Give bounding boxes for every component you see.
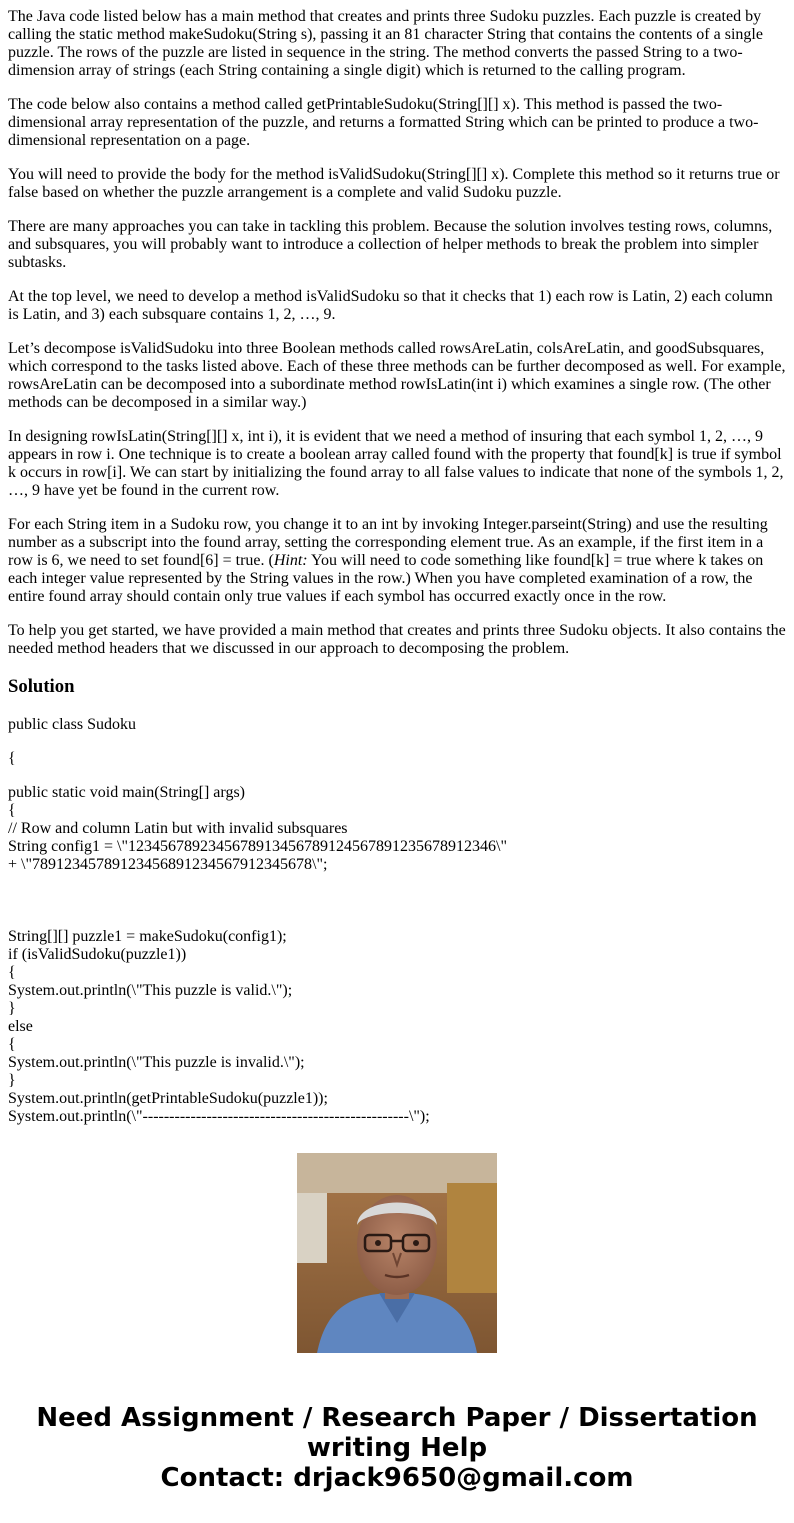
code-main-decl: public static void main(String[] args) bbox=[8, 784, 245, 801]
banner-contact-line: Contact: drjack9650@gmail.com bbox=[160, 1463, 634, 1493]
code-line: System.out.println(\"This puzzle is valid.\"); bbox=[8, 982, 293, 999]
code-line: System.out.println(getPrintableSudoku(puzzle1)); bbox=[8, 1090, 328, 1107]
code-line: System.out.println(\"--------------------------------------------------\"); bbox=[8, 1108, 430, 1125]
code-line: } bbox=[8, 1072, 16, 1089]
code-class-decl: public class Sudoku bbox=[8, 716, 136, 733]
author-avatar bbox=[297, 1153, 497, 1353]
paragraph-decompose: Let’s decompose isValidSudoku into three Boolean methods called rowsAreLatin, colsAreLatin, and goodSubsquares, which correspond to the tasks listed above. Each of these three methods can be further decomposed as well. For example, rowsAreLatin can be decomposed into a subordinate method rowIsLatin(int i) which examines a single row. (The other methods can be decomposed in a similar way.) bbox=[8, 340, 786, 411]
banner-line-1: Need Assignment / Research Paper / Dissertation bbox=[36, 1403, 758, 1433]
paragraph-intro: The Java code listed below has a main method that creates and prints three Sudoku puzzles. Each puzzle is created by calling the static method makeSudoku(String s), passing it an 81 character String that contains the contents of a single puzzle. The rows of the puzzle are listed in sequence in the string. The method converts the passed String to a two-dimension array of strings (each String containing a single digit) which is returned to the calling program. bbox=[8, 8, 763, 79]
code-line: + \"78912345789123456891234567912345678\"; bbox=[8, 856, 328, 873]
code-blank-line bbox=[8, 874, 786, 892]
hint-label: Hint: bbox=[273, 552, 308, 569]
code-open-brace: { bbox=[8, 750, 16, 767]
code-block bbox=[8, 784, 786, 1125]
code-line: System.out.println(\"This puzzle is invalid.\"); bbox=[8, 1054, 305, 1071]
paragraph-row-is-latin: In designing rowIsLatin(String[][] x, int i), it is evident that we need a method of insuring that each symbol 1, 2, …, 9 appears in row i. One technique is to create a boolean array called found with the property that found[k] is true if symbol k occurs in row[i]. We can start by initializing the found array to all false values to indicate that none of the symbols 1, 2, …, 9 have yet be found in the current row. bbox=[8, 428, 784, 499]
solution-heading: Solution bbox=[8, 676, 75, 697]
contact-banner bbox=[0, 1403, 794, 1493]
paragraph-approaches: There are many approaches you can take in tackling this problem. Because the solution involves testing rows, columns, and subsquares, you will probably want to introduce a collection of helper methods to break the problem into simpler subtasks. bbox=[8, 218, 773, 271]
paragraph-get-started: To help you get started, we have provided a main method that creates and prints three Sudoku objects. It also contains the needed method headers that we discussed in our approach to decomposing the problem. bbox=[8, 622, 786, 657]
code-blank-line bbox=[8, 892, 786, 910]
banner-line-2: writing Help bbox=[306, 1433, 488, 1463]
hint-after-text: You will need to code something like found[k] = true where k takes on each integer value represented by the String values in the row.) When you have completed examination of a row, the entire found array should contain only true values if each symbol has occurred exactly once in the row. bbox=[8, 552, 764, 605]
code-line: { bbox=[8, 1036, 16, 1053]
code-line: { bbox=[8, 802, 16, 819]
code-line: if (isValidSudoku(puzzle1)) bbox=[8, 946, 187, 963]
paragraph-hint bbox=[8, 516, 786, 606]
paragraph-printable: The code below also contains a method called getPrintableSudoku(String[][] x). This method is passed the two-dimensional array representation of the puzzle, and returns a formatted String which can be printed to produce a two-dimensional representation on a page. bbox=[8, 96, 759, 149]
paragraph-top-level: At the top level, we need to develop a method isValidSudoku so that it checks that 1) each row is Latin, 2) each column is Latin, and 3) each subsquare contains 1, 2, …, 9. bbox=[8, 288, 773, 323]
code-line: String[][] puzzle1 = makeSudoku(config1); bbox=[8, 928, 287, 945]
code-comment-line: // Row and column Latin but with invalid subsquares bbox=[8, 820, 348, 837]
hint-before-text: For each String item in a Sudoku row, you change it to an int by invoking Integer.parseint(String) and use the resulting number as a subscript into the found array, setting the corresponding element true. As an example, if the first item in a row is 6, we need to set found[6] = true. ( bbox=[8, 516, 768, 569]
paragraph-task: You will need to provide the body for the method isValidSudoku(String[][] x). Complete this method so it returns true or false based on whether the puzzle arrangement is a complete and valid Sudoku puzzle. bbox=[8, 166, 780, 201]
code-line: { bbox=[8, 964, 16, 981]
code-line: } bbox=[8, 1000, 16, 1017]
code-line: else bbox=[8, 1018, 33, 1035]
code-blank-line bbox=[8, 910, 786, 928]
code-line: String config1 = \"1234567892345678913456789124567891235678912346\" bbox=[8, 838, 507, 855]
